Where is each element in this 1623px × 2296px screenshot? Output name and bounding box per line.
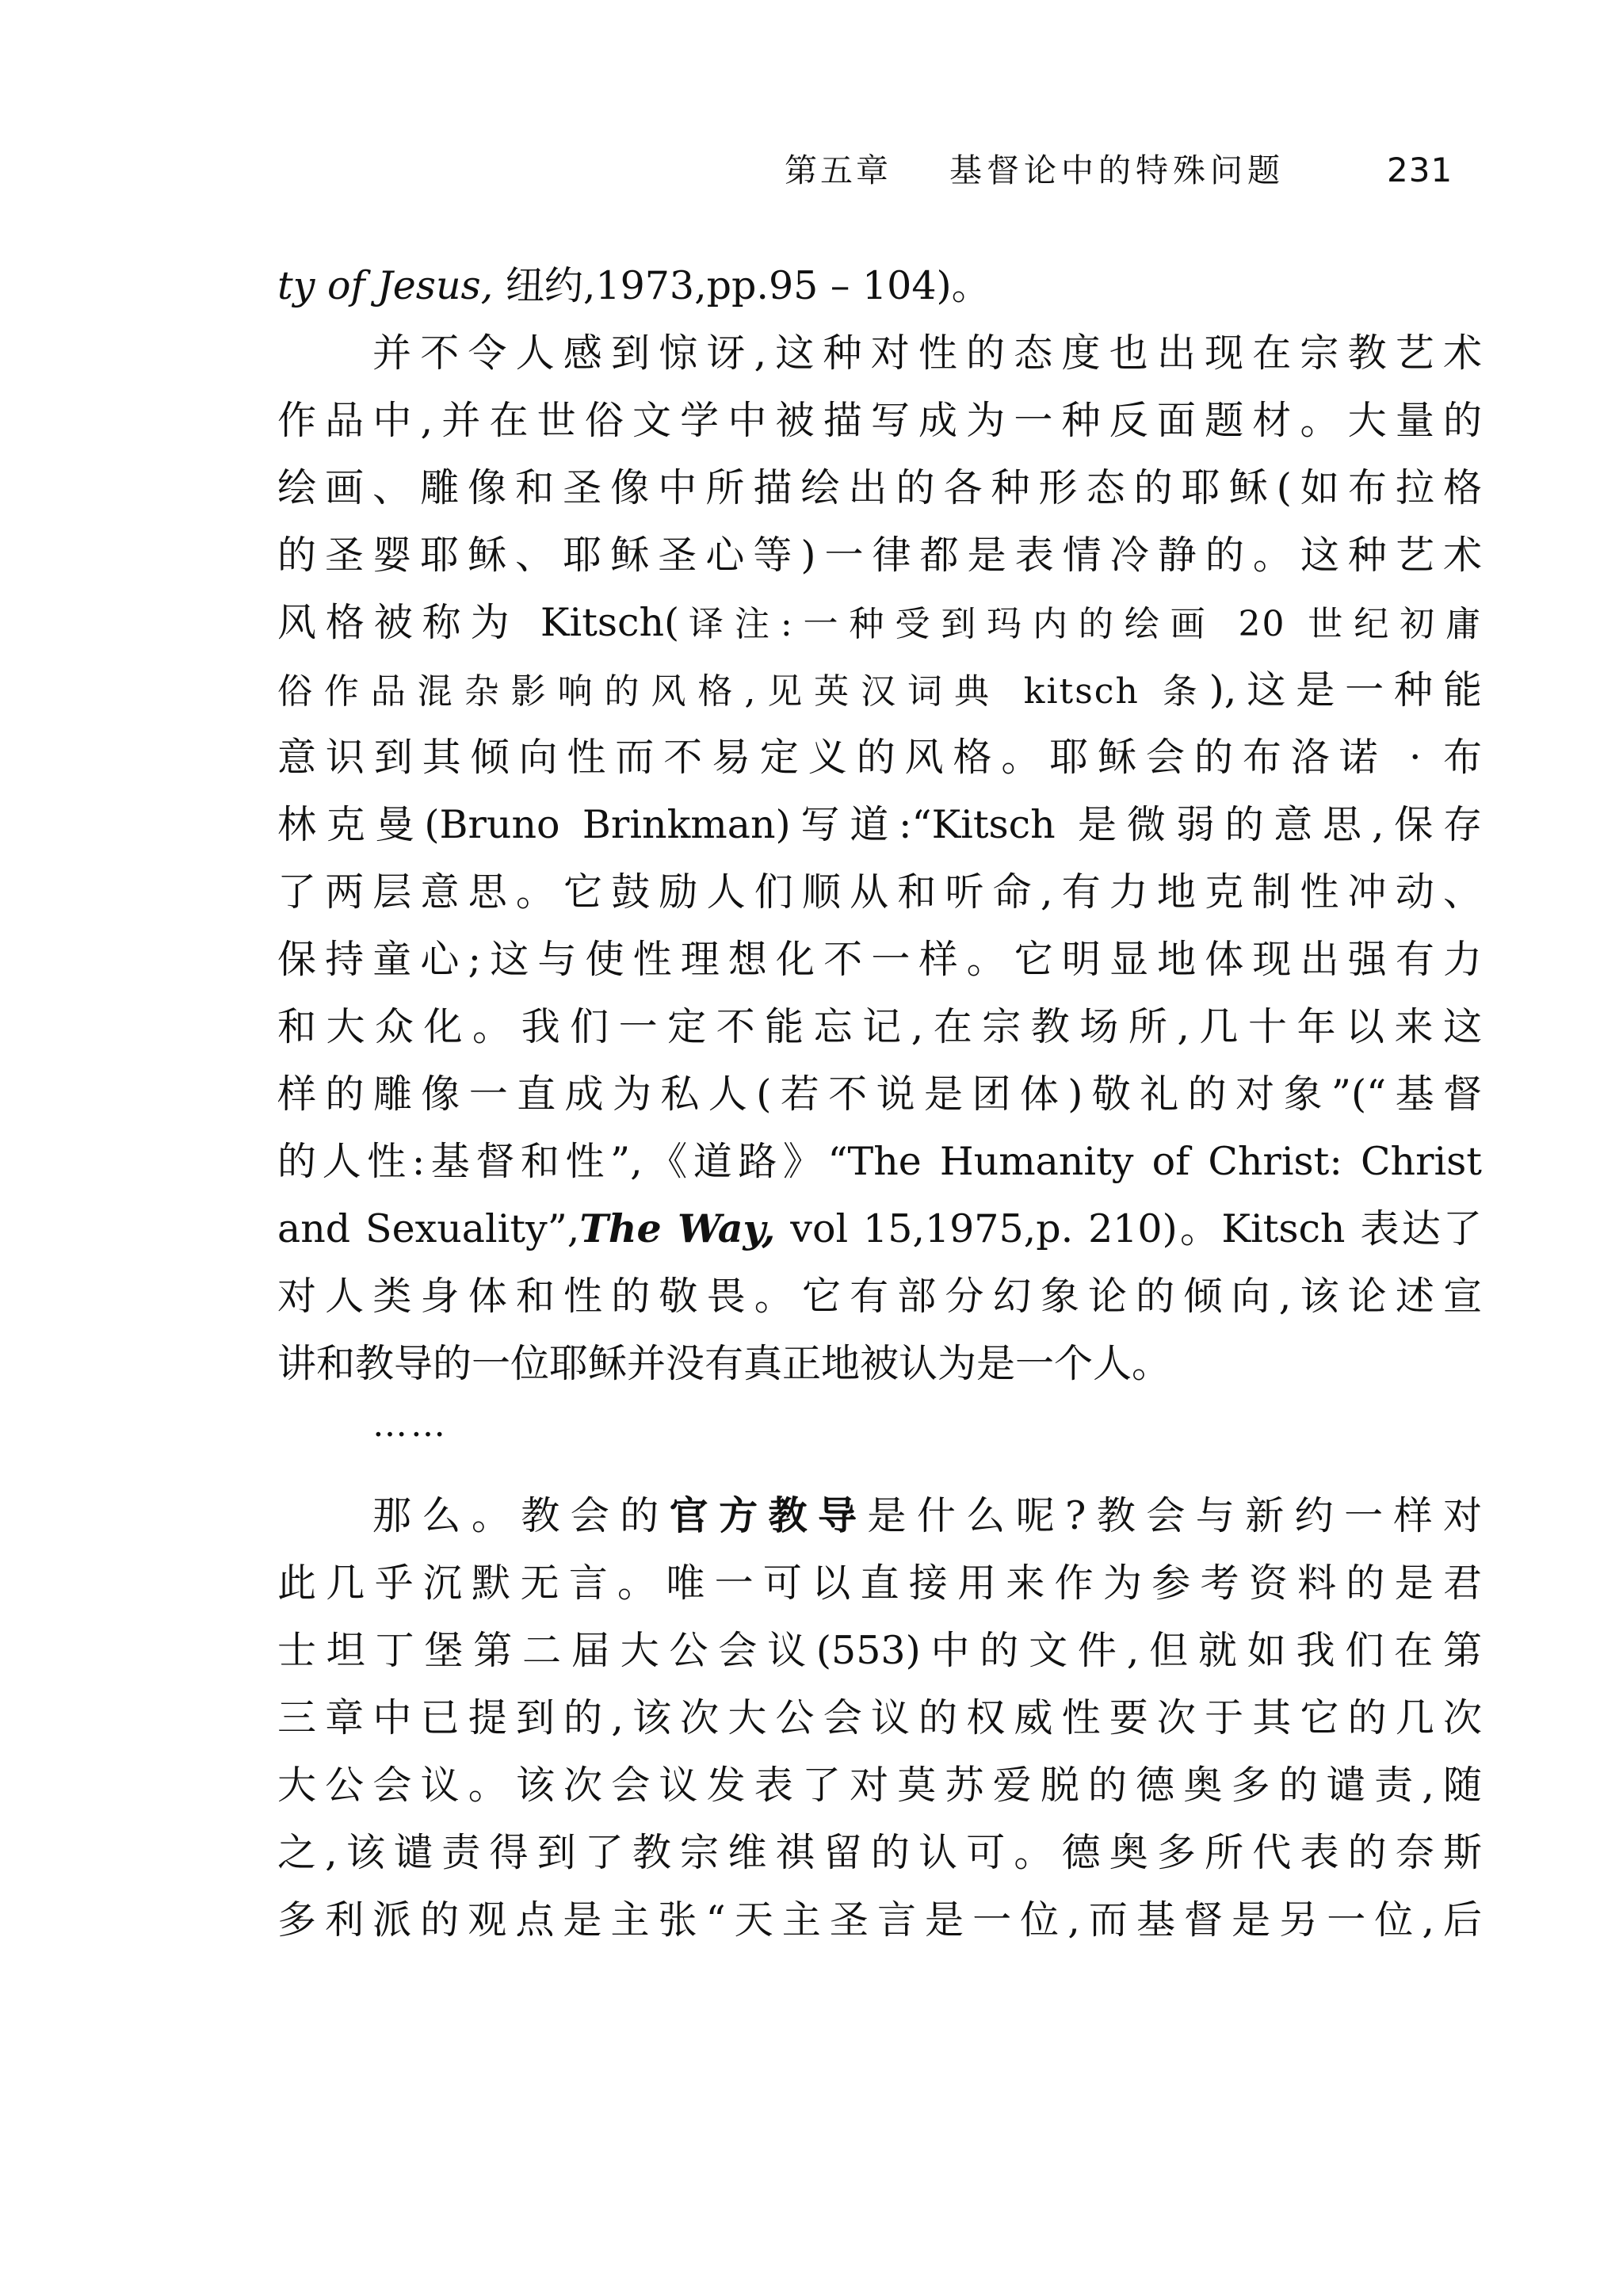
text-line: 林克曼(Bruno Brinkman)写道:“Kitsch 是微弱的意思,保存 <box>277 802 1482 847</box>
paragraph-gap <box>277 1465 1482 1482</box>
citation-detail: 纽约,1973,pp.95 – 104)。 <box>505 263 991 308</box>
ellipsis: …… <box>372 1404 449 1445</box>
text-line: 和大众化。我们一定不能忘记,在宗教场所,几十年以来这 <box>277 1004 1482 1049</box>
journal-title: The Way, <box>579 1205 776 1251</box>
emphasis: 官方教导 <box>669 1492 868 1538</box>
text-line <box>277 656 1482 724</box>
text-line <box>277 1195 1482 1263</box>
text-segment: 是什么呢?教会与新约一样对 <box>867 1493 1482 1538</box>
text-line: 对人类身体和性的敬畏。它有部分幻象论的倾向,该论述宣 <box>277 1274 1482 1319</box>
text-line: 作品中,并在世俗文学中被描写成为一种反面题材。大量的 <box>277 398 1482 443</box>
chapter-label: 第五章 <box>785 151 892 189</box>
text-line: 并不令人感到惊讶,这种对性的态度也出现在宗教艺术 <box>372 330 1482 376</box>
text-line <box>277 1482 1482 1549</box>
text-line: 的圣婴耶稣、耶稣圣心等)一律都是表情冷静的。这种艺术 <box>277 533 1482 578</box>
citation-title: ty of Jesus, <box>277 263 494 308</box>
text-segment: vol 15,1975,p. 210)。Kitsch 表达了 <box>790 1206 1483 1251</box>
text-segment: and Sexuality”, <box>277 1206 580 1251</box>
translator-note: 俗作品混杂影响的风格,见英汉词典 kitsch 条 <box>277 671 1209 712</box>
text-segment: 风格被称为 Kitsch( <box>277 600 680 645</box>
translator-note: 译注:一种受到玛内的绘画 20 世纪初庸 <box>679 604 1482 644</box>
text-line: 保持童心;这与使性理想化不一样。它明显地体现出强有力 <box>277 937 1482 982</box>
text-line: 三章中已提到的,该次大公会议的权威性要次于其它的几次 <box>277 1695 1482 1740</box>
text-line: 多利派的观点是主张“天主圣言是一位,而基督是另一位,后 <box>277 1897 1482 1943</box>
text-line: 此几乎沉默无言。唯一可以直接用来作为参考资料的是君 <box>277 1561 1482 1606</box>
text-line <box>277 589 1482 656</box>
text-line: 样的雕像一直成为私人(若不说是团体)敬礼的对象”(“基督 <box>277 1072 1482 1117</box>
text-line: 讲和教导的一位耶稣并没有真正地被认为是一个人。 <box>277 1341 1171 1386</box>
running-head <box>785 143 1453 198</box>
text-line: 大公会议。该次会议发表了对莫苏爱脱的德奥多的谴责,随 <box>277 1763 1482 1808</box>
text-line: 意识到其倾向性而不易定义的风格。耶稣会的布洛诺 · 布 <box>277 735 1482 780</box>
text-line: 之,该谴责得到了教宗维祺留的认可。德奥多所代表的奈斯 <box>277 1830 1482 1875</box>
page-number: 231 <box>1387 151 1453 189</box>
text-line <box>277 252 1482 319</box>
text-segment: 那么。教会的 <box>372 1493 670 1538</box>
text-line: 绘画、雕像和圣像中所描绘出的各种形态的耶稣(如布拉格 <box>277 465 1482 510</box>
text-line: 的人性:基督和性”,《道路》“The Humanity of Christ: Christ <box>277 1139 1482 1184</box>
text-segment: ),这是一种能 <box>1209 667 1482 712</box>
chapter-title: 基督论中的特殊问题 <box>949 151 1285 189</box>
body-text <box>277 252 1482 1954</box>
text-line: 了两层意思。它鼓励人们顺从和听命,有力地克制性冲动、 <box>277 869 1482 915</box>
text-line: 士坦丁堡第二届大公会议(553)中的文件,但就如我们在第 <box>277 1628 1482 1673</box>
